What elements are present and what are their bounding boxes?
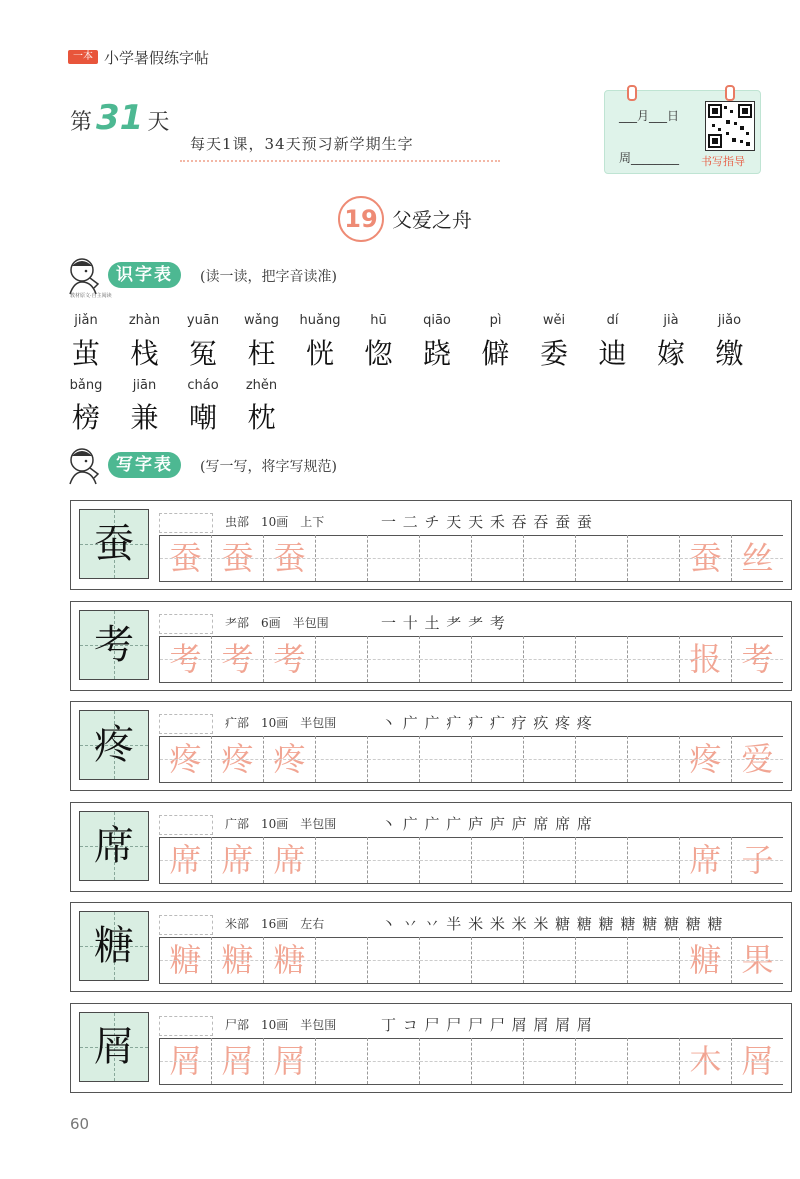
writing-cell[interactable] [471, 837, 523, 883]
trace-char: 屑 [273, 1041, 306, 1080]
writing-cell[interactable] [471, 636, 523, 682]
writing-cell[interactable] [575, 1038, 627, 1084]
pinyin-label: bǎng [69, 378, 103, 393]
recognize-char: 栈 [130, 337, 159, 370]
writing-cell[interactable] [367, 636, 419, 682]
trace-char: 考 [169, 639, 202, 678]
write-badge: 写字表 [108, 452, 181, 478]
writing-cell[interactable] [263, 535, 315, 581]
word-char: 木 [689, 1041, 722, 1080]
writing-cell[interactable] [575, 535, 627, 581]
writing-cell[interactable] [679, 636, 731, 682]
stroke-order: 丁 コ 尸 尸 尸 尸 屑 屑 屑 屑 [381, 1015, 593, 1034]
model-char-box [79, 1012, 149, 1082]
radical-strokes-structure: 虫部 10画 上下 [225, 515, 325, 529]
model-char: 糖 [94, 923, 134, 969]
pinyin-blank[interactable] [159, 614, 213, 634]
writing-cell[interactable] [627, 636, 679, 682]
writing-cell[interactable] [471, 1038, 523, 1084]
char-info [159, 509, 783, 536]
pinyin-label: jiān [132, 378, 157, 393]
writing-cell[interactable] [367, 1038, 419, 1084]
trace-char: 糖 [221, 941, 254, 979]
pinyin-blank[interactable] [159, 714, 213, 734]
qr-label[interactable]: 书写指导 [701, 155, 745, 168]
word-char: 丝 [741, 539, 774, 577]
model-char: 席 [94, 822, 134, 869]
writing-cell[interactable] [627, 736, 679, 782]
trace-char: 蚕 [273, 539, 306, 577]
writing-cell[interactable] [263, 1038, 315, 1084]
model-char-box [79, 509, 149, 579]
pinyin-blank[interactable] [159, 815, 213, 835]
writing-cell[interactable] [679, 736, 731, 782]
writing-cell[interactable] [211, 937, 263, 983]
word-char: 爱 [741, 740, 774, 778]
pinyin-label: cháo [187, 378, 219, 393]
trace-char: 席 [169, 840, 202, 879]
pinyin-label: pì [489, 313, 502, 328]
recognize-badge: 识字表 [108, 262, 181, 288]
word-char: 子 [741, 840, 774, 879]
word-char: 疼 [689, 740, 722, 778]
writing-cell[interactable] [471, 937, 523, 983]
pinyin-label: wǎng [243, 313, 280, 328]
writing-cell[interactable] [471, 736, 523, 782]
trace-char: 席 [273, 840, 306, 879]
practice-row [70, 500, 792, 590]
recognize-char: 兼 [130, 401, 159, 434]
stroke-order: 一 十 土 耂 耂 考 [381, 613, 506, 632]
writing-cell[interactable] [679, 1038, 731, 1084]
writing-grid [159, 937, 783, 984]
model-char: 屑 [94, 1023, 134, 1070]
char-info [159, 610, 783, 637]
writing-cell[interactable] [159, 937, 211, 983]
pinyin-label: huǎng [299, 313, 341, 328]
writing-grid [159, 636, 783, 683]
practice-row [70, 802, 792, 892]
trace-char: 疼 [169, 740, 202, 778]
recognize-char: 缴 [715, 337, 744, 370]
pinyin-label: wěi [542, 313, 566, 328]
stroke-order: 一 二 チ 天 天 禾 吞 吞 蚕 蚕 [381, 513, 593, 531]
day-suffix: 天 [147, 110, 170, 135]
writing-cell[interactable] [523, 1038, 575, 1084]
writing-cell[interactable] [367, 937, 419, 983]
writing-cell[interactable] [315, 837, 367, 883]
writing-cell[interactable] [627, 1038, 679, 1084]
writing-cell[interactable] [679, 535, 731, 581]
writing-cell[interactable] [679, 837, 731, 883]
trace-char: 疼 [221, 740, 254, 778]
writing-cell[interactable] [627, 937, 679, 983]
writing-cell[interactable] [419, 636, 471, 682]
char-info [159, 1012, 783, 1039]
writing-cell[interactable] [211, 636, 263, 682]
subtitle: 每天1课，34天预习新学期生字 [190, 135, 414, 153]
word-char: 屑 [741, 1041, 774, 1080]
writing-grid [159, 736, 783, 783]
pinyin-label: jiǎn [74, 313, 98, 328]
practice-row [70, 1003, 792, 1093]
recognize-char: 委 [539, 337, 568, 370]
recognize-char: 僻 [481, 337, 510, 370]
writing-cell[interactable] [523, 937, 575, 983]
word-char: 报 [689, 639, 722, 678]
writing-cell[interactable] [523, 636, 575, 682]
pinyin-label: jià [663, 313, 679, 328]
practice-row [70, 902, 792, 992]
radical-strokes-structure: 广部 10画 半包围 [225, 816, 337, 831]
char-info [159, 911, 783, 938]
radical-strokes-structure: 耂部 6画 半包围 [225, 615, 329, 630]
writing-cell[interactable] [263, 837, 315, 883]
writing-cell[interactable] [419, 837, 471, 883]
model-char-box [79, 610, 149, 680]
writing-cell[interactable] [575, 837, 627, 883]
writing-cell[interactable] [263, 736, 315, 782]
model-char-box [79, 811, 149, 881]
writing-cell[interactable] [575, 736, 627, 782]
writing-cell[interactable] [367, 535, 419, 581]
writing-cell[interactable] [211, 535, 263, 581]
recognize-char: 冤 [188, 337, 217, 370]
lesson-number: 19 [338, 196, 384, 242]
boy-reading-icon [64, 256, 104, 296]
recognize-note: (读一读，把字音读准) [200, 269, 337, 285]
boy-writing-icon [64, 446, 104, 486]
word-char: 席 [689, 840, 722, 879]
write-note: (写一写，将字写规范) [200, 459, 337, 475]
recognize-char: 恍 [305, 337, 334, 370]
radical-strokes-structure: 尸部 10画 半包围 [225, 1017, 337, 1032]
recognize-char: 惚 [364, 337, 393, 370]
writing-cell[interactable] [315, 636, 367, 682]
stroke-order: 丶 丷 丷 半 米 米 米 米 糖 糖 糖 糖 糖 糖 糖 糖 [381, 915, 724, 933]
char-info [159, 811, 783, 838]
trace-char: 席 [221, 840, 254, 879]
pinyin-label: zhàn [128, 313, 161, 328]
trace-char: 疼 [273, 740, 306, 778]
radical-strokes-structure: 米部 16画 左右 [225, 917, 325, 931]
writing-grid [159, 837, 783, 884]
writing-grid [159, 1038, 783, 1085]
writing-cell[interactable] [731, 736, 783, 782]
week-field: 周________ [619, 151, 680, 165]
writing-cell[interactable] [523, 535, 575, 581]
writing-cell[interactable] [159, 1038, 211, 1084]
brand-tag: 一本 [68, 50, 98, 64]
pinyin-blank[interactable] [159, 1016, 213, 1036]
char-info [159, 710, 783, 737]
writing-cell[interactable] [523, 837, 575, 883]
recognize-char: 茧 [71, 337, 100, 370]
pinyin-label: jiǎo [717, 313, 742, 328]
pinyin-label: qiāo [423, 313, 451, 328]
writing-cell[interactable] [159, 736, 211, 782]
recognize-char: 榜 [71, 401, 100, 434]
recognize-char: 枉 [247, 337, 276, 370]
recognize-char: 嫁 [656, 337, 685, 370]
word-char: 蚕 [689, 539, 722, 577]
writing-cell[interactable] [211, 837, 263, 883]
writing-cell[interactable] [419, 736, 471, 782]
pinyin-blank[interactable] [159, 915, 213, 935]
practice-row [70, 601, 792, 691]
lesson-title: 父爱之舟 [392, 208, 472, 232]
writing-grid [159, 535, 783, 582]
trace-char: 屑 [169, 1041, 202, 1080]
writing-cell[interactable] [315, 937, 367, 983]
writing-cell[interactable] [627, 535, 679, 581]
writing-cell[interactable] [367, 837, 419, 883]
pinyin-label: yuān [186, 313, 220, 328]
ring-icon [627, 85, 637, 101]
recognize-char: 枕 [247, 401, 276, 434]
trace-char: 蚕 [169, 539, 202, 577]
trace-char: 考 [221, 639, 254, 678]
trace-char: 考 [273, 639, 306, 678]
stroke-order: 丶 广 广 广 庐 庐 庐 席 席 席 [381, 814, 593, 833]
date-card [604, 90, 761, 174]
trace-char: 蚕 [221, 539, 254, 577]
ring-icon [725, 85, 735, 101]
tiny-note: 教材原文·自主阅读 [70, 293, 112, 299]
writing-cell[interactable] [315, 1038, 367, 1084]
pinyin-label: zhěn [245, 378, 278, 393]
writing-cell[interactable] [731, 636, 783, 682]
day-prefix: 第 [70, 110, 93, 135]
recognize-char: 嘲 [188, 401, 217, 434]
word-char: 果 [741, 941, 774, 979]
writing-cell[interactable] [367, 736, 419, 782]
stroke-order: 丶 广 广 疒 疒 疒 疗 疚 疼 疼 [381, 714, 593, 732]
book-title: 小学暑假练字帖 [104, 49, 210, 67]
model-char: 考 [94, 621, 134, 668]
trace-char: 糖 [273, 941, 306, 979]
pinyin-label: hū [370, 313, 387, 328]
writing-cell[interactable] [211, 1038, 263, 1084]
trace-char: 屑 [221, 1041, 254, 1080]
divider [180, 160, 500, 162]
trace-char: 糖 [169, 941, 202, 979]
writing-cell[interactable] [159, 535, 211, 581]
qr-code-icon[interactable] [705, 101, 755, 151]
writing-cell[interactable] [731, 837, 783, 883]
writing-cell[interactable] [731, 1038, 783, 1084]
writing-cell[interactable] [627, 837, 679, 883]
pinyin-label: dí [606, 313, 619, 328]
word-char: 考 [741, 639, 774, 678]
writing-cell[interactable] [575, 636, 627, 682]
writing-cell[interactable] [419, 1038, 471, 1084]
recognize-char: 跷 [422, 337, 451, 370]
writing-cell[interactable] [315, 736, 367, 782]
writing-cell[interactable] [419, 937, 471, 983]
day-title [70, 98, 169, 138]
writing-cell[interactable] [263, 636, 315, 682]
writing-cell[interactable] [419, 535, 471, 581]
model-char-box [79, 710, 149, 780]
writing-cell[interactable] [575, 937, 627, 983]
pinyin-blank[interactable] [159, 513, 213, 533]
writing-cell[interactable] [315, 535, 367, 581]
page-number: 60 [70, 1115, 90, 1133]
writing-cell[interactable] [159, 837, 211, 883]
writing-cell[interactable] [263, 937, 315, 983]
date-field: ___月___日 [619, 109, 680, 123]
writing-cell[interactable] [731, 937, 783, 983]
radical-strokes-structure: 疒部 10画 半包围 [225, 716, 337, 730]
model-char: 蚕 [94, 521, 134, 567]
writing-cell[interactable] [731, 535, 783, 581]
word-char: 糖 [689, 941, 722, 979]
model-char-box [79, 911, 149, 981]
writing-cell[interactable] [523, 736, 575, 782]
recognize-char: 迪 [598, 337, 627, 370]
writing-cell[interactable] [471, 535, 523, 581]
writing-cell[interactable] [211, 736, 263, 782]
writing-cell[interactable] [679, 937, 731, 983]
practice-row [70, 701, 792, 791]
writing-cell[interactable] [159, 636, 211, 682]
model-char: 疼 [94, 722, 134, 768]
day-number: 31 [96, 98, 144, 138]
